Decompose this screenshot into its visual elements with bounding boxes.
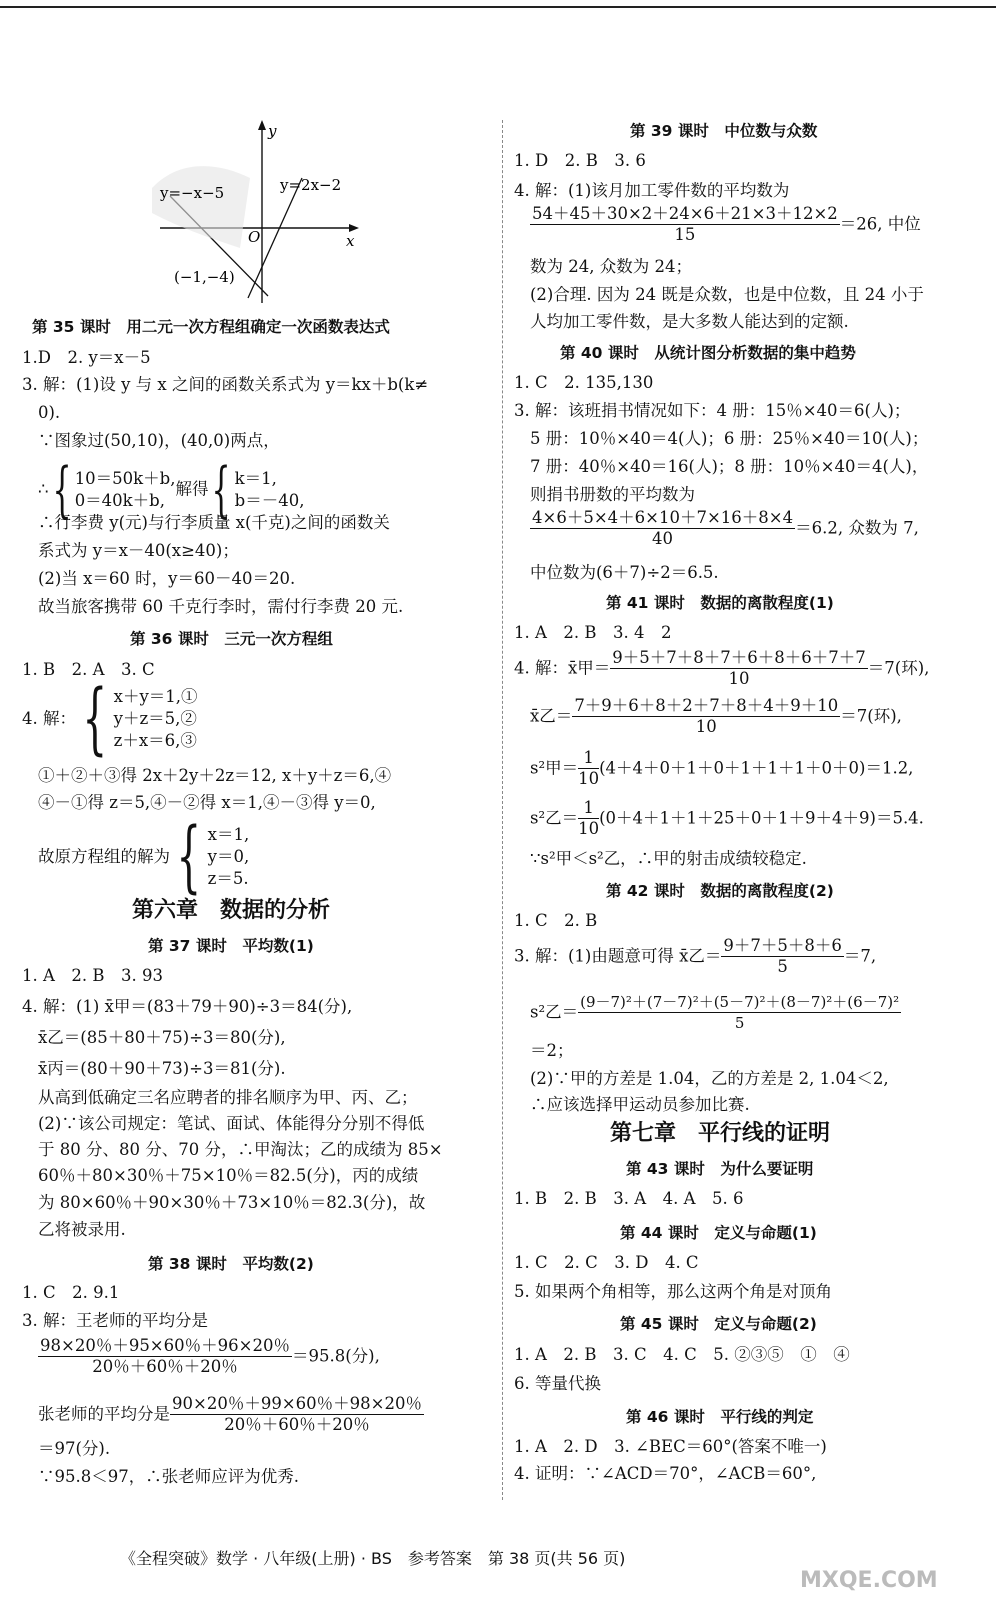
x-axis-arrow	[349, 224, 359, 232]
l35-line4: ∵图象过(50,10)，(40,0)两点，	[38, 431, 280, 450]
fraction: $\frac{90\times 20\%+99\times 60\%+98\times 20\%}{20\%+60\%+20\%}$	[172, 1394, 422, 1434]
l37-line7: 于 80 分、80 分、70 分，∴甲淘汰；乙的成绩为 85×	[38, 1140, 443, 1159]
l38-line6: ∵95.8＜97，∴张老师应评为优秀.	[38, 1467, 299, 1486]
l39-line6: 人均加工零件数，是大多数人能达到的定额.	[530, 312, 849, 331]
x-label: x	[346, 232, 355, 250]
l41-line4: s²甲＝ $\frac{1}{10}$ (4＋4＋0＋1＋0＋1＋1＋1＋0＋0)＝1.2,	[530, 748, 914, 788]
lesson37-title: 第 37 课时 平均数(1)	[148, 937, 314, 955]
l36-sol: x＝1, y＝0, z＝5.	[207, 825, 250, 888]
l38-line1: 1. C 2. 9.1	[22, 1283, 120, 1302]
lesson43-title: 第 43 课时 为什么要证明	[626, 1160, 814, 1178]
lesson44-title: 第 44 课时 定义与命题(1)	[620, 1224, 817, 1242]
fraction: $\frac{54+45+30\times 2+24\times 6+21\times 3+12\times 2}{15}$	[532, 204, 838, 244]
l35-line8: (2)当 x＝60 时，y＝60－40＝20.	[38, 569, 296, 588]
l37-line10: 乙将被录用.	[38, 1220, 126, 1239]
lesson38-title: 第 38 课时 平均数(2)	[148, 1255, 314, 1273]
l38-line3: $\frac{98\times 20\%+95\times 60\%+96\times 20\%}{20\%+60\%+20\%}$ ＝95.8(分),	[40, 1336, 380, 1376]
sol2: b＝－40,	[234, 491, 305, 510]
solve-word: 解得	[175, 479, 209, 499]
function-graph	[140, 118, 370, 313]
eq1: x＋y＝1,①	[113, 687, 198, 706]
watermark-stamp	[152, 166, 250, 248]
l40-line7: 中位数为(6＋7)÷2＝6.5.	[530, 563, 719, 582]
l36-line3: ①＋②＋③得 2x＋2y＋2z＝12, x＋y＋z＝6,④	[38, 766, 392, 785]
l39-line2: 4. 解：(1)该月加工零件数的平均数为	[514, 181, 790, 200]
l41-line6: ∵s²甲＜s²乙，∴甲的射击成绩较稳定.	[530, 849, 807, 868]
fraction: $\frac{7+9+6+8+2+7+8+4+9+10}{10}$	[574, 696, 839, 736]
y-axis-arrow	[258, 120, 266, 130]
l36-line1: 1. B 2. A 3. C	[22, 660, 155, 679]
fraction: $\frac{1}{10}$	[578, 748, 600, 788]
l44-line2: 5. 如果两个角相等，那么这两个角是对顶角	[514, 1282, 832, 1301]
l35-line3: 0).	[38, 403, 61, 422]
l42-line6: ∴应该选择甲运动员参加比赛.	[530, 1095, 750, 1114]
fraction: $\frac{98\times 20\%+95\times 60\%+96\times 20\%}{20\%+60\%+20\%}$	[40, 1336, 290, 1376]
lesson39-title: 第 39 课时 中位数与众数	[630, 122, 818, 140]
eq2: 0＝40k＋b,	[74, 491, 165, 510]
lesson45-title: 第 45 课时 定义与命题(2)	[620, 1315, 817, 1333]
l36-line4: ④－①得 z＝5,④－②得 x＝1,④－③得 y＝0,	[38, 793, 376, 812]
lesson42-title: 第 42 课时 数据的离散程度(2)	[606, 882, 834, 900]
l35-therefore: ∴	[38, 479, 49, 499]
lesson40-title: 第 40 课时 从统计图分析数据的集中趋势	[560, 344, 856, 362]
lesson35-title: 第 35 课时 用二元一次方程组确定一次函数表达式	[32, 318, 390, 336]
l39-line1: 1. D 2. B 3. 6	[514, 151, 646, 170]
l36-solution	[38, 812, 250, 902]
l38-line5: ＝97(分).	[38, 1439, 111, 1458]
solution-word: 4. 解：	[22, 709, 76, 728]
l42-line3: s²乙＝ $\frac{\text{(9－7)²＋(7－7)²＋(5－7)²＋(8－7)²＋(6－7)²}}{5}$	[530, 993, 900, 1032]
l40-line5: 则捐书册数的平均数为	[530, 485, 695, 504]
l35-line7: 系式为 y＝x－40(x≥40)；	[38, 541, 239, 560]
l35-line9: 故当旅客携带 60 千克行李时，需付行李费 20 元.	[38, 597, 404, 616]
l39-line3: $\frac{54+45+30\times 2+24\times 6+21\times 3+12\times 2}{15}$ ＝26, 中位	[532, 204, 921, 244]
column-divider	[502, 120, 503, 1500]
l41-line1: 1. A 2. B 3. 4 2	[514, 623, 672, 642]
l37-line2: 4. 解：(1) x̄甲＝(83＋79＋90)÷3＝84(分),	[22, 997, 353, 1016]
eq1: 10＝50k＋b,	[74, 469, 176, 488]
l36-system	[22, 674, 198, 764]
lesson36-title: 第 36 课时 三元一次方程组	[130, 630, 333, 648]
l39-line5: (2)合理. 因为 24 既是众数，也是中位数，且 24 小于	[530, 285, 924, 304]
brace: {	[176, 812, 202, 902]
line2-label: y=−x−5	[160, 184, 225, 202]
fraction: $\frac{\text{(9－7)²＋(7－7)²＋(5－7)²＋(8－7)²＋(6－7)²}}{5}$	[580, 993, 900, 1032]
l42-line1: 1. C 2. B	[514, 911, 598, 930]
l44-line1: 1. C 2. C 3. D 4. C	[514, 1253, 699, 1272]
l40-line1: 1. C 2. 135,130	[514, 373, 654, 392]
l37-line8: 60％＋80×30％＋75×10％＝82.5(分)，丙的成绩	[38, 1166, 419, 1185]
lesson46-title: 第 46 课时 平行线的判定	[626, 1408, 814, 1426]
l39-line4: 数为 24, 众数为 24；	[530, 257, 692, 276]
l38-line4: 张老师的平均分是 $\frac{90\times 20\%+99\times 60\%+98\times 20\%}{20\%+60\%+20\%}$	[38, 1394, 422, 1434]
page-footer: 《全程突破》数学 · 八年级(上册) · BS 参考答案 第 38 页(共 56 页)	[120, 1549, 626, 1568]
top-rule	[0, 6, 996, 8]
l36-sys	[114, 686, 198, 752]
l41-line5: s²乙＝ $\frac{1}{10}$ (0＋4＋1＋1＋25＋0＋1＋9＋4＋9)＝5.4.	[530, 798, 924, 838]
brace: {	[212, 455, 232, 525]
l37-line4: x̄丙＝(80＋90＋73)÷3＝81(分).	[38, 1059, 286, 1078]
line1-label: y=2x−2	[280, 176, 342, 194]
l35-line2: 3. 解：(1)设 y 与 x 之间的函数关系式为 y＝kx＋b(k≠	[22, 375, 429, 394]
l35-line6: ∴行李费 y(元)与行李质量 x(千克)之间的函数关	[38, 513, 390, 532]
l35-line1: 1.D 2. y＝x－5	[22, 348, 151, 367]
l37-line9: 为 80×60％＋90×30％＋73×10％＝82.3(分)，故	[38, 1193, 426, 1212]
l42-line5: (2)∵甲的方差是 1.04，乙的方差是 2, 1.04＜2,	[530, 1069, 889, 1088]
lesson41-title: 第 41 课时 数据的离散程度(1)	[606, 594, 834, 612]
l46-line1: 1. A 2. D 3. ∠BEC＝60°(答案不唯一)	[514, 1437, 827, 1456]
solution-label: 故原方程组的解为	[38, 847, 170, 866]
l37-line6: (2)∵该公司规定：笔试、面试、体能得分分别不得低	[38, 1114, 425, 1133]
fraction: $\frac{1}{10}$	[578, 798, 600, 838]
y-label: y	[268, 122, 277, 140]
chapter7-title: 第七章 平行线的证明	[610, 1121, 831, 1146]
l40-line3: 5 册：10％×40＝4(人)；6 册：25％×40＝10(人)；	[530, 429, 929, 448]
l45-line1: 1. A 2. B 3. C 4. C 5. ②③⑤ ① ④	[514, 1345, 850, 1364]
l35-sys2	[235, 468, 305, 512]
l35-sys1	[75, 468, 176, 512]
fraction: $\frac{9+7+5+8+6}{5}$	[723, 936, 842, 976]
sol1: k＝1,	[234, 469, 277, 488]
l43-line1: 1. B 2. B 3. A 4. A 5. 6	[514, 1189, 744, 1208]
l41-line2: 4. 解：x̄甲＝ $\frac{9+5+7+8+7+6+8+6+7+7}{10}$ ＝7(环),	[514, 648, 930, 688]
l46-line2: 4. 证明：∵∠ACD＝70°，∠ACB＝60°,	[514, 1464, 817, 1483]
l45-line2: 6. 等量代换	[514, 1374, 601, 1393]
l40-line4: 7 册：40％×40＝16(人)；8 册：10％×40＝4(人)，	[530, 457, 929, 476]
l37-line5: 从高到低确定三名应聘者的排名顺序为甲、丙、乙；	[38, 1088, 418, 1107]
l42-line4: ＝2；	[530, 1041, 574, 1060]
l40-line2: 3. 解：该班捐书情况如下：4 册：15％×40＝6(人)；	[514, 401, 911, 420]
origin-label: O	[248, 228, 261, 246]
l41-line3: x̄乙＝ $\frac{7+9+6+8+2+7+8+4+9+10}{10}$ ＝7(环),	[530, 696, 902, 736]
fraction: $\frac{4\times 6+5\times 4+6\times 10+7\times 16+8\times 4}{40}$	[532, 508, 794, 548]
eq2: y＋z＝5,②	[113, 709, 197, 728]
eq3: z＋x＝6,③	[113, 731, 197, 750]
chapter6-title: 第六章 数据的分析	[132, 898, 331, 923]
l40-line6: $\frac{4\times 6+5\times 4+6\times 10+7\times 16+8\times 4}{40}$ ＝6.2, 众数为 7,	[532, 508, 919, 548]
l35-system	[38, 455, 305, 525]
fraction: $\frac{9+5+7+8+7+6+8+6+7+7}{10}$	[612, 648, 866, 688]
brace: {	[82, 674, 108, 764]
watermark: MXQE.COM	[800, 1568, 938, 1593]
l37-line3: x̄乙＝(85＋80＋75)÷3＝80(分),	[38, 1028, 286, 1047]
l37-line1: 1. A 2. B 3. 93	[22, 966, 163, 985]
l42-line2: 3. 解：(1)由题意可得 x̄乙＝ $\frac{9+7+5+8+6}{5}$ ＝7,	[514, 936, 877, 976]
l38-line2: 3. 解：王老师的平均分是	[22, 1311, 208, 1330]
point-label: (−1,−4)	[174, 268, 235, 286]
brace: {	[52, 455, 72, 525]
